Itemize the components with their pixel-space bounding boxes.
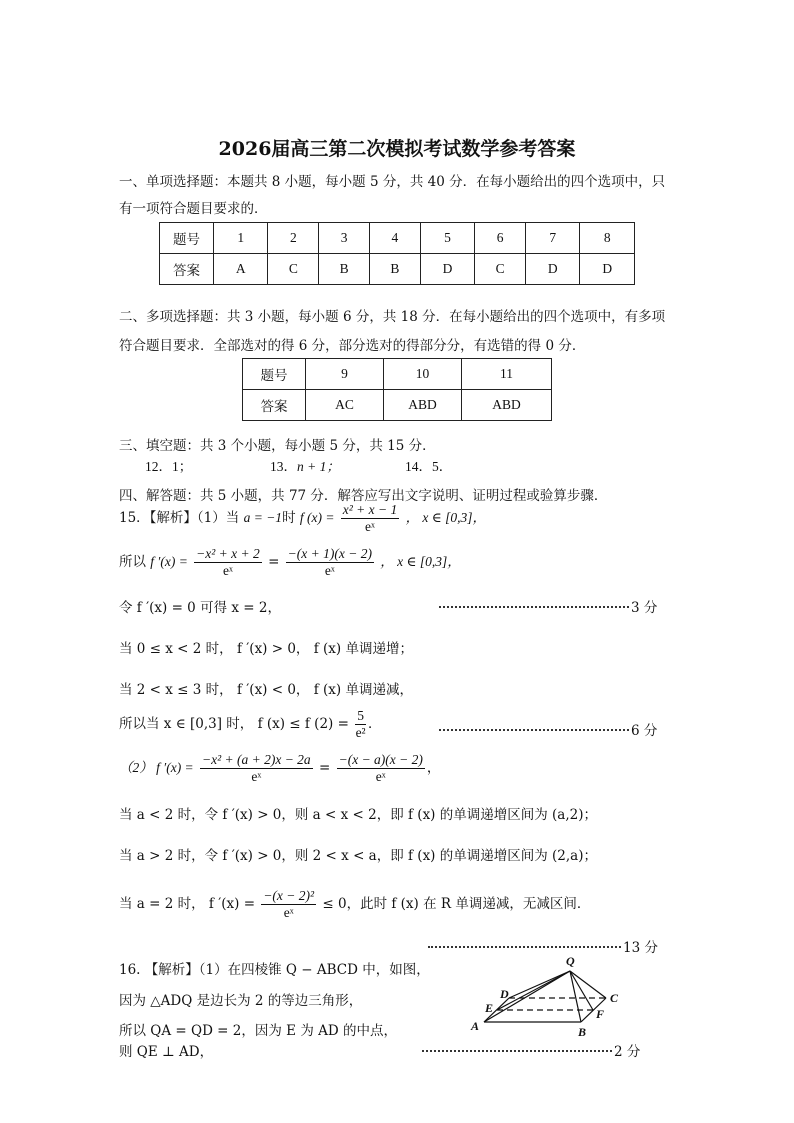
fraction <box>341 502 400 535</box>
denominator: eˣ <box>251 769 262 784</box>
fill-answer-13 <box>270 455 340 475</box>
comma: ， <box>426 760 441 776</box>
answer-cell: AC <box>306 390 384 421</box>
question-number-cell: 8 <box>580 223 635 254</box>
question-number-cell: 7 <box>525 223 579 254</box>
fill-answer-12 <box>145 455 192 475</box>
row-label-answer: 答案 <box>160 254 214 285</box>
answer-cell: D <box>580 254 635 285</box>
derivative-expr: f ′(x) = <box>150 554 188 569</box>
fill-number: 12． <box>145 459 172 474</box>
numerator: −x² + (a + 2)x − 2a <box>201 752 311 767</box>
label-B: B <box>578 1025 587 1039</box>
section3-heading: 三、填空题：共 3 个小题，每小题 5 分，共 15 分． <box>119 438 436 454</box>
label-A: A <box>471 1019 480 1033</box>
denominator: eˣ <box>375 769 386 784</box>
fraction <box>355 708 366 741</box>
label-E: E <box>485 1001 494 1015</box>
answer-cell: C <box>475 254 526 285</box>
table-row-answers <box>243 390 552 421</box>
q15-domain: ， x ∈ [0,3]， <box>380 554 461 569</box>
section1-heading-line2: 有一项符合题目要求的． <box>119 201 268 217</box>
section1-heading-line1: 一、单项选择题：本题共 8 小题，每小题 5 分，共 40 分．在每小题给出的四个选项中，只 <box>119 174 666 190</box>
numerator: 5 <box>357 708 364 723</box>
dotted-leader <box>439 606 629 608</box>
score-text: 13 分 <box>623 940 658 956</box>
answer-cell: D <box>525 254 579 285</box>
fill-value: 1； <box>172 459 193 474</box>
q15-line10 <box>119 888 590 921</box>
answer-cell: B <box>369 254 420 285</box>
label-F: F <box>596 1007 605 1021</box>
fraction <box>194 546 262 579</box>
score-marker-3 <box>439 596 657 616</box>
score-marker-2 <box>422 1040 640 1060</box>
fraction <box>337 752 425 785</box>
fraction <box>261 888 316 921</box>
text: 所以当 x ∈ [0,3] 时， f (x) ≤ f (2) = <box>119 716 349 732</box>
answer-cell: D <box>420 254 474 285</box>
q15-label: 15．【解析】（1）当 <box>119 510 240 526</box>
answer-cell: ABD <box>462 390 552 421</box>
question-number-cell: 3 <box>319 223 370 254</box>
period: ． <box>367 716 382 732</box>
q15-line1 <box>119 502 486 535</box>
denominator: e² <box>355 725 366 740</box>
label-Q: Q <box>566 954 575 968</box>
q16-line4: 则 QE ⊥ AD， <box>119 1044 214 1060</box>
section4-heading: 四、解答题：共 5 小题，共 77 分．解答应写出文字说明、证明过程或验算步骤． <box>119 488 608 504</box>
edge-QD <box>509 971 570 998</box>
q15-fx: f (x) = <box>299 510 335 525</box>
question-number-cell: 2 <box>268 223 319 254</box>
q16-line1: 16. 【解析】（1）在四棱锥 Q − ABCD 中，如图， <box>119 962 430 978</box>
label-C: C <box>610 991 619 1005</box>
question-number-cell: 9 <box>306 359 384 390</box>
section2-heading-line2: 符合题目要求．全部选对的得 6 分，部分选对的得部分分，有选错的得 0 分． <box>119 338 586 354</box>
question-number-cell: 11 <box>462 359 552 390</box>
q15-line9: 当 a > 2 时，令 f ′(x) > 0，则 2 < x < a，即 f (x) 的单调递增区间为 (2,a)； <box>119 848 597 864</box>
score-text: 2 分 <box>614 1044 641 1060</box>
edge-QA <box>484 971 570 1022</box>
row-label-number: 题号 <box>160 223 214 254</box>
dotted-leader <box>439 729 629 731</box>
multi-choice-table <box>242 358 552 421</box>
q16-line2: 因为 △ADQ 是边长为 2 的等边三角形， <box>119 993 363 1009</box>
q15-line5: 当 2 < x ≤ 3 时， f ′(x) < 0， f (x) 单调递减， <box>119 682 413 698</box>
fill-value: 5． <box>432 459 453 474</box>
answer-cell: A <box>214 254 268 285</box>
q15-line7 <box>119 752 440 785</box>
dotted-leader <box>422 1050 612 1052</box>
row-label-answer: 答案 <box>243 390 306 421</box>
text: 当 a = 2 时， f ′(x) = <box>119 896 256 912</box>
equals: = <box>268 554 280 570</box>
q16-line3: 所以 QA = QD = 2，因为 E 为 AD 的中点， <box>119 1023 397 1039</box>
question-number-cell: 6 <box>475 223 526 254</box>
answer-cell: ABD <box>384 390 462 421</box>
score-text: 3 分 <box>631 600 658 616</box>
fill-answer-14 <box>405 455 452 475</box>
numerator: −(x − a)(x − 2) <box>338 752 423 767</box>
text: ≤ 0，此时 f (x) 在 R 单调递减，无减区间． <box>322 896 591 912</box>
denominator: eˣ <box>223 563 233 578</box>
question-number-cell: 10 <box>384 359 462 390</box>
question-number-cell: 5 <box>420 223 474 254</box>
fraction <box>286 546 374 579</box>
q15-domain: ， x ∈ [0,3]， <box>405 510 487 525</box>
numerator: −(x + 1)(x − 2) <box>287 546 372 561</box>
dotted-leader <box>428 946 621 948</box>
score-text: 6 分 <box>631 723 658 739</box>
denominator: eˣ <box>283 905 294 920</box>
q15-line2 <box>119 546 461 579</box>
q15-line4: 当 0 ≤ x < 2 时， f ′(x) > 0， f (x) 单调递增； <box>119 641 413 657</box>
fill-number: 13． <box>270 459 297 474</box>
numerator: −x² + x + 2 <box>196 546 260 561</box>
text: （2） f ′(x) = <box>119 760 194 775</box>
table-row-numbers <box>160 223 635 254</box>
section2-heading-line1: 二、多项选择题：共 3 小题，每小题 6 分，共 18 分．在每小题给出的四个选项中，有多项 <box>119 309 666 325</box>
question-number-cell: 4 <box>369 223 420 254</box>
numerator: −(x − 2)² <box>263 888 315 903</box>
fraction <box>200 752 313 785</box>
answer-cell: C <box>268 254 319 285</box>
edge-QF <box>570 971 593 1010</box>
fill-value: n + 1； <box>297 459 340 474</box>
answer-cell: B <box>319 254 370 285</box>
pyramid-figure <box>460 950 660 1040</box>
row-label-number: 题号 <box>243 359 306 390</box>
q15-condition: a = −1 <box>243 510 283 525</box>
text: 所以 <box>119 554 146 570</box>
equals: = <box>318 760 331 776</box>
question-number-cell: 1 <box>214 223 268 254</box>
fill-number: 14． <box>405 459 432 474</box>
numerator: x² + x − 1 <box>342 502 398 517</box>
q15-line3: 令 f ′(x) = 0 可得 x = 2， <box>119 600 281 616</box>
table-row-answers <box>160 254 635 285</box>
q15-line6 <box>119 708 381 741</box>
single-choice-table <box>159 222 635 285</box>
score-marker-6 <box>439 719 657 739</box>
table-row-numbers <box>243 359 552 390</box>
q15-shi: 时 <box>282 510 296 526</box>
page-title: 2026届高三第二次模拟考试数学参考答案 <box>218 138 576 160</box>
q15-line8: 当 a < 2 时，令 f ′(x) > 0，则 a < x < 2，即 f (x) 的单调递增区间为 (a,2)； <box>119 807 597 823</box>
denominator: eˣ <box>365 519 375 534</box>
denominator: eˣ <box>324 563 335 578</box>
label-D: D <box>500 987 509 1001</box>
